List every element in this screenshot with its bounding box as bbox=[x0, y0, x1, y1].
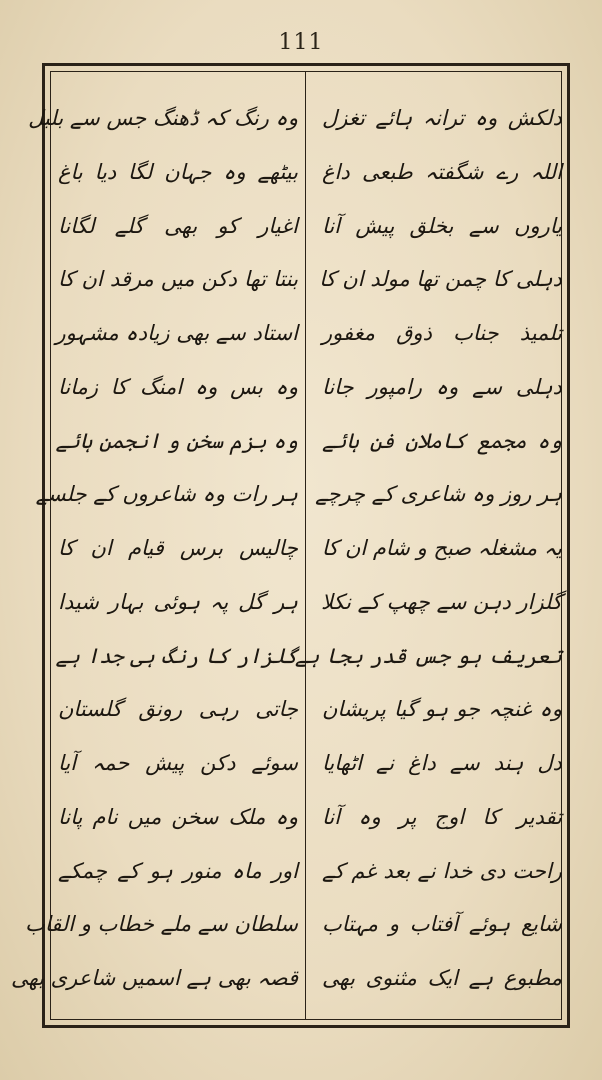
verse-line: چالیس برس قیام ان کا bbox=[58, 536, 298, 560]
verse-line: مطبوع ہے ایک مثنوی بھی bbox=[322, 966, 562, 990]
verse-line: دلکش وہ ترانہ ہائے تغزل bbox=[322, 106, 562, 130]
column-divider bbox=[305, 71, 306, 1020]
page-number: 111 bbox=[278, 30, 324, 55]
verse-line: تعریف ہو جس قدر بجا ہے bbox=[294, 643, 562, 668]
verse-line: دہلی سے وہ رامپور جانا bbox=[322, 374, 562, 399]
verse-line: جاتی رہی رونق گلستان bbox=[58, 697, 298, 722]
verse-line: اور ماہ منور ہو کے چمکے bbox=[58, 858, 298, 883]
verse-line: سوئے دکن پیش حمہ آیا bbox=[58, 751, 298, 775]
verse-line: اللہ رے شگفتہ طبعی داغ bbox=[322, 159, 562, 184]
verse-line: وہ غنچہ جو ہو گیا پریشان bbox=[322, 697, 562, 722]
verse-line: وہ بس وہ امنگ کا زمانا bbox=[58, 374, 298, 399]
verse-line: اغیار کو بھی گلے لگانا bbox=[58, 213, 298, 238]
verse-line: سلطان سے ملے خطاب و القاب bbox=[25, 912, 298, 937]
verse-line: ہر گل پہ ہوئی بہار شیدا bbox=[58, 589, 298, 614]
verse-line: تقدیر کا اوج پر وہ آنا bbox=[322, 804, 562, 829]
verse-line: ہر روز وہ شاعری کے چرچے bbox=[315, 482, 562, 507]
verse-line: استاد سے بھی زیادہ مشہور bbox=[55, 321, 298, 345]
verse-line: بیٹھے وہ جہان لگا دیا باغ bbox=[58, 159, 298, 184]
verse-line: بنتا تھا دکن میں مرقد ان کا bbox=[58, 267, 298, 292]
verse-line: راحت دی خدا نے بعد غم کے bbox=[322, 858, 562, 883]
verse-line: گلزار دہن سے چھپ کے نکلا bbox=[321, 589, 562, 614]
verse-line: شایع ہوئے آفتاب و مہتاب bbox=[322, 912, 562, 937]
verse-line: دل ہند سے داغ نے اٹھایا bbox=[322, 751, 562, 775]
verse-line: ہر رات وہ شاعروں کے جلسے bbox=[35, 482, 298, 507]
verse-line: تلمیذ جناب ذوق مغفور bbox=[322, 321, 562, 345]
verse-line: گلزار کا رنگ ہی جدا ہے bbox=[55, 643, 298, 668]
verse-line: وہ رنگ کہ ڈھنگ جس سے بلبل bbox=[28, 106, 298, 130]
verse-line: یہ مشغلہ صبح و شام ان کا bbox=[321, 536, 562, 560]
verse-line: قصہ بھی ہے اسمیں شاعری بھی bbox=[10, 966, 298, 990]
verse-column-left bbox=[10, 98, 298, 998]
verse-line: دہلی کا چمن تھا مولد ان کا bbox=[319, 267, 562, 292]
verse-line: وہ بزم سخن و انجمن ہائے bbox=[55, 428, 298, 453]
verse-column-right bbox=[294, 98, 562, 998]
verse-line: وہ مجمع کاملان فن ہائے bbox=[322, 428, 562, 453]
verse-line: وہ ملک سخن میں نام پانا bbox=[58, 804, 298, 829]
verse-line: یاروں سے بخلق پیش آنا bbox=[322, 213, 562, 238]
